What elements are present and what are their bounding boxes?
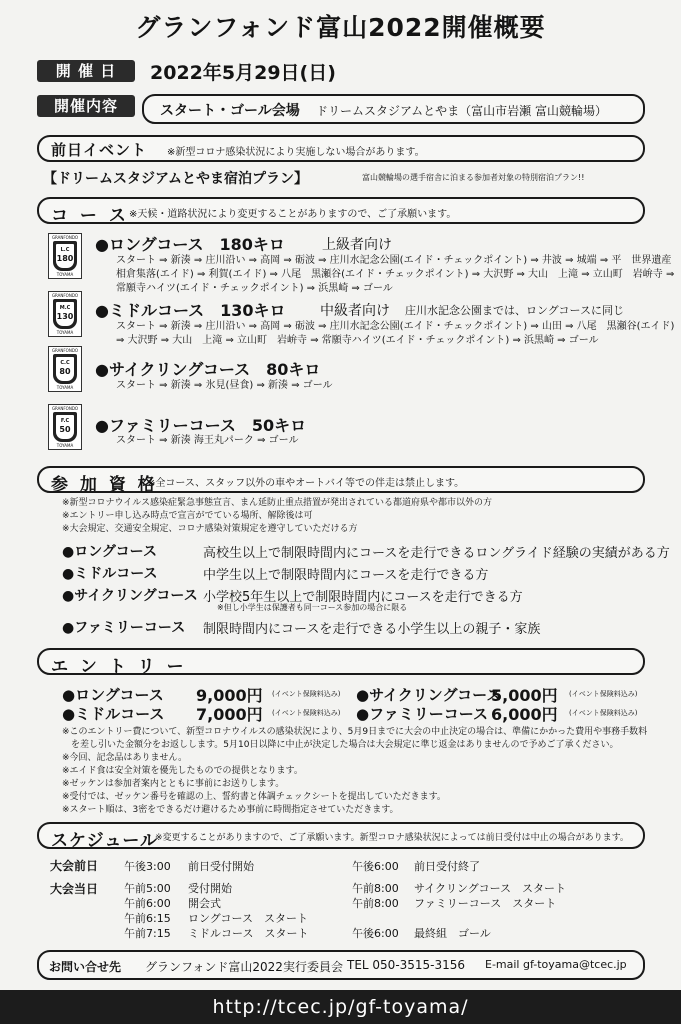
date-label: 開 催 日 [37,60,135,82]
badge-code: C.C [60,360,70,366]
content-label: 開催内容 [37,95,135,117]
venue-box [142,94,645,124]
elig-family-desc: 制限時間内にコースを走行できる小学生以上の親子・家族 [203,622,541,637]
eve-note: ※新型コロナ感染状況により実施しない場合があります。 [167,147,425,158]
long-course-route-2: 相倉集落(エイド) ⇒ 利賀(エイド) ⇒ 八尾 黒瀬谷(エイド・チェックポイント) ⇒ 大沢野 ⇒ 大山 上滝 ⇒ 立山町 岩峅寺 ⇒ [116,269,675,280]
family-course-name: ●ファミリーコース 50キロ [95,416,307,435]
elig-middle-name: ●ミドルコース [62,566,158,582]
badge-bottom-text: TOYAMA [56,330,74,335]
long-course-name: ●ロングコース 180キロ [95,235,285,254]
sched-left-time-1: 午前5:00 [124,882,171,895]
sched-right-time-1: 午前8:00 [352,882,399,895]
long-course-route-3: 常願寺ハイツ(エイド・チェックポイント) ⇒ 浜黒崎 ⇒ ゴール [116,283,393,294]
course-title: コ ー ス [51,206,129,226]
schedule-title: スケジュール [51,831,158,851]
course-note: ※天候・道路状況により変更することがありますので、ご了承願います。 [129,209,457,220]
sched-left-time-3: 午前6:15 [124,912,171,925]
fee-long-tax: (イベント保険料込み) [272,690,341,698]
sched-right-event-3: 最終組 ゴール [414,927,491,940]
entry-note-4: ※エイド食は安全対策を優先したものでの提供となります。 [62,766,303,776]
contact-email: E-mail gf-toyama@tcec.jp [485,958,627,971]
fee-family-price: 6,000円 [491,705,558,724]
sched-left-event-2: 開会式 [188,897,221,910]
eligibility-section-header [37,466,645,493]
elig-long-desc: 高校生以上で制限時間内にコースを走行できるロングライド経験の実績がある方 [203,546,670,561]
course-section-header [37,197,645,224]
fee-middle-price: 7,000円 [196,705,263,724]
sched-left-event-1: 受付開始 [188,882,232,895]
badge-bottom-text: TOYAMA [56,272,74,277]
fee-family-name: ●ファミリーコース [356,705,489,723]
sched-right-time-2: 午前8:00 [352,897,399,910]
sched-left-event-3: ロングコース スタート [188,912,309,925]
badge-top-text: GRANFONDO [51,235,79,240]
entry-note-5: ※ゼッケンは参加者案内とともに事前にお送りします。 [62,779,285,789]
fee-long-price: 9,000円 [196,686,263,705]
footer-url[interactable]: http://tcec.jp/gf-toyama/ [0,990,681,1024]
sched-before-time-2: 午後6:00 [352,860,399,873]
schedule-section-header [37,822,645,849]
contact-box [37,950,645,980]
sched-before-event-2: 前日受付終了 [414,860,480,873]
middle-course-name: ●ミドルコース 130キロ [95,301,286,320]
sched-left-time-4: 午前7:15 [124,927,171,940]
contact-label: お問い合せ先 [49,960,122,974]
sched-left-event-4: ミドルコース スタート [188,927,309,940]
entry-section-header [37,648,645,675]
elig-middle-desc: 中学生以上で制限時間内にコースを走行できる方 [203,568,489,583]
middle-course-route-2: ⇒ 大沢野 ⇒ 大山 上滝 ⇒ 立山町 岩峅寺 ⇒ 常願寺ハイツ(エイド・チェックポイント) ⇒ 浜黒崎 ⇒ ゴール [116,335,599,346]
day-before-label: 大会前日 [50,859,99,873]
middle-course-extra: 庄川水記念公園までは、ロングコースに同じ [405,304,625,317]
contact-org: グランフォンド富山2022実行委員会 [145,960,343,974]
cycling-course-name: ●サイクリングコース 80キロ [95,360,321,379]
day-of-label: 大会当日 [50,882,99,896]
entry-note-7: ※スタート順は、3密をできるだけ避けるため事前に時間指定させていただきます。 [62,805,399,815]
eve-section-header [37,135,645,162]
fee-middle-tax: (イベント保険料込み) [272,709,341,717]
badge-num: 50 [59,425,71,434]
entry-note-1: ※このエントリー費について、新型コロナウイルスの感染状況により、5月9日までに大会の中止決定の場合は、準備にかかった費用や事務手数料 [62,727,648,737]
schedule-note: ※変更することがありますので、ご了承願います。新型コロナ感染状況によっては前日受付は中止の場合があります。 [155,833,629,843]
cycling-course-badge-icon [48,346,82,392]
fee-cycling-tax: (イベント保険料込み) [569,690,638,698]
badge-bottom-text: TOYAMA [56,443,74,448]
sched-left-time-2: 午前6:00 [124,897,171,910]
fee-middle-name: ●ミドルコース [62,705,165,723]
sched-right-event-1: サイクリングコース スタート [414,882,567,895]
entry-note-3: ※今回、記念品はありません。 [62,753,188,763]
venue-label: スタート・ゴール会場 [160,103,300,119]
date-value: 2022年5月29日(日) [150,62,336,84]
page-title: グランフォンド富山2022開催概要 [135,13,546,42]
eligibility-note: ※全コース、スタッフ以外の車やオートバイ等での伴走は禁止します。 [147,478,465,489]
eve-plan: 【ドリームスタジアムとやま宿泊プラン】 [43,171,309,187]
fee-long-name: ●ロングコース [62,686,164,704]
long-course-route-1: スタート ⇒ 新湊 ⇒ 庄川沿い ⇒ 高岡 ⇒ 砺波 ⇒ 庄川水記念公園(エイド・チェックポイント) ⇒ 井波 ⇒ 城端 ⇒ 平 世界遺産 [116,255,672,266]
eve-title: 前日イベント [51,141,148,159]
eligibility-note-1: ※新型コロナウイルス感染症緊急事態宣言、まん延防止重点措置が発出されている都道府県や都市以外の方 [62,498,493,508]
long-course-badge-icon [48,233,82,279]
middle-course-badge-icon [48,291,82,337]
badge-top-text: GRANFONDO [51,348,79,353]
eve-plan-note: 富山競輪場の選手宿舎に泊まる参加者対象の特別宿泊プラン!! [362,173,585,182]
entry-note-2: を差し引いた金額分をお返しします。5月10日以降に中止が決定した場合は大会規定に準じ返金はありませんので予めご了承ください。 [62,740,619,750]
eligibility-note-2: ※エントリー申し込み時点で宣言がでている場所、解除後は可 [62,511,313,521]
elig-cycling-name: ●サイクリングコース [62,588,198,604]
badge-top-text: GRANFONDO [51,406,79,411]
badge-num: 180 [56,254,74,263]
badge-bottom-text: TOYAMA [56,385,74,390]
sched-before-time-1: 午後3:00 [124,860,171,873]
long-course-level: 上級者向け [322,237,392,253]
cycling-course-route: スタート ⇒ 新湊 ⇒ 氷見(昼食) ⇒ 新湊 ⇒ ゴール [116,380,333,391]
sched-right-event-2: ファミリーコース スタート [414,897,557,910]
middle-course-route-1: スタート ⇒ 新湊 ⇒ 庄川沿い ⇒ 高岡 ⇒ 砺波 ⇒ 庄川水記念公園(エイド・チェックポイント) ⇒ 山田 ⇒ 八尾 黒瀬谷(エイド) [116,321,675,332]
badge-code: F.C [60,418,70,424]
fee-cycling-name: ●サイクリングコース [356,686,502,704]
fee-cycling-price: 5,000円 [491,686,558,705]
badge-code: M.C [59,305,71,311]
elig-cycling-sub: ※但し小学生は保護者も同一コース参加の場合に限る [217,603,408,612]
eligibility-title: 参 加 資 格 [51,475,158,495]
badge-top-text: GRANFONDO [51,293,79,298]
badge-code: L.C [60,247,70,253]
elig-family-name: ●ファミリーコース [62,620,186,636]
elig-long-name: ●ロングコース [62,544,157,560]
entry-note-6: ※受付では、ゼッケン番号を確認の上、誓約書と体調チェックシートを提出していただきます。 [62,792,446,802]
badge-num: 130 [56,312,74,321]
fee-family-tax: (イベント保険料込み) [569,709,638,717]
venue-value: ドリームスタジアムとやま（富山市岩瀬 富山競輪場） [316,104,607,118]
elig-cycling-desc: 小学校5年生以上で制限時間内にコースを走行できる方 [203,590,523,605]
sched-before-event-1: 前日受付開始 [188,860,254,873]
entry-title: エ ン ト リ ー [51,657,187,677]
badge-num: 80 [59,367,71,376]
sched-right-time-3: 午後6:00 [352,927,399,940]
family-course-badge-icon [48,404,82,450]
eligibility-note-3: ※大会規定、交通安全規定、コロナ感染対策規定を遵守していただける方 [62,524,358,534]
middle-course-level: 中級者向け [320,303,390,319]
contact-tel: TEL 050-3515-3156 [347,958,466,972]
family-course-route: スタート ⇒ 新湊 海王丸パーク ⇒ ゴール [116,435,299,446]
